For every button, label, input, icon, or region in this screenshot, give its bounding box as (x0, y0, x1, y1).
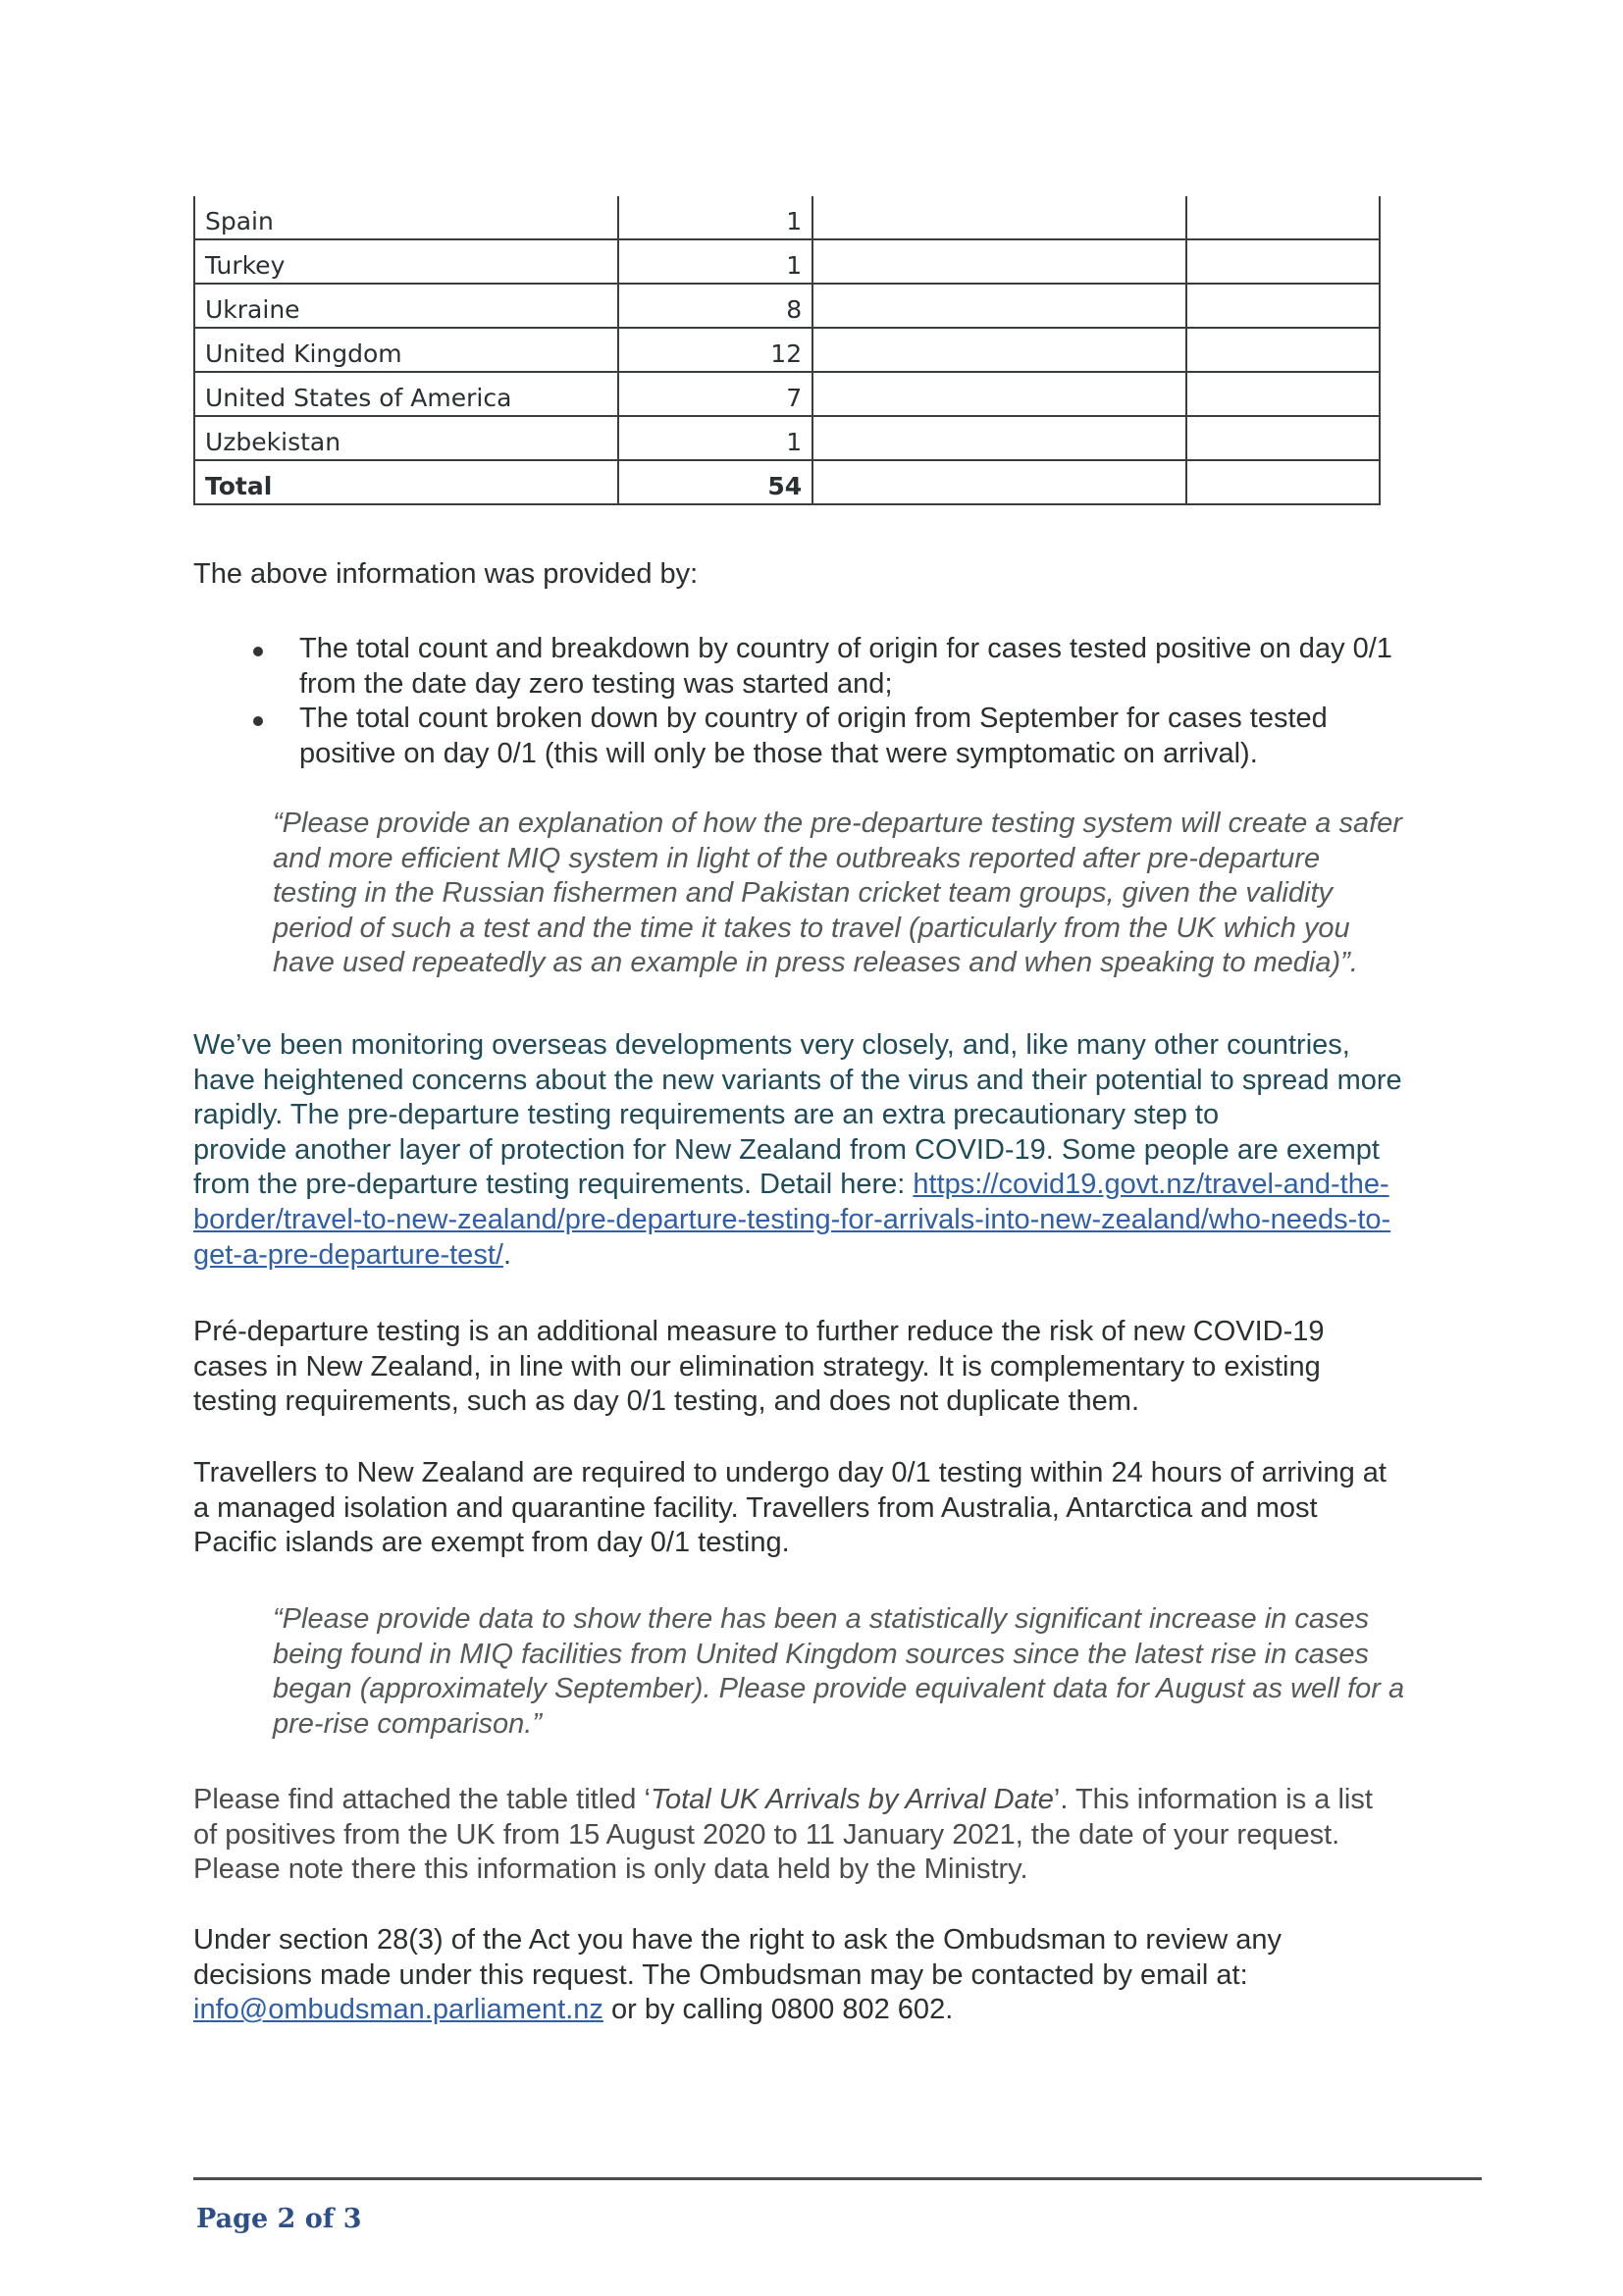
period: . (502, 1238, 511, 1271)
paragraph-line: decisions made under this request. The Ombudsman may be contacted by email at: (193, 1958, 1248, 1991)
empty-cell (1186, 372, 1380, 416)
table-total-row (194, 460, 1380, 504)
paragraph-line: a managed isolation and quarantine facility. Travellers from Australia, Antarctica and most (193, 1491, 1318, 1524)
paragraph-line: rapidly. The pre-departure testing requirements are an extra precautionary step to (193, 1099, 1220, 1131)
paragraph-line (193, 1168, 1402, 1203)
ombudsman-paragraph (193, 1923, 1282, 2028)
quote-line: period of such a test and the time it takes to travel (particularly from the UK which you (273, 912, 1350, 944)
bullet-icon (253, 647, 263, 656)
empty-cell (812, 372, 1186, 416)
quote-line: and more efficient MIQ system in light of the outbreaks reported after pre-departure (273, 842, 1321, 874)
empty-cell (812, 328, 1186, 372)
table-row (194, 239, 1380, 284)
table-row (194, 284, 1380, 328)
table-row (194, 372, 1380, 416)
empty-cell (1186, 416, 1380, 460)
empty-cell (812, 460, 1186, 504)
table-row (194, 196, 1380, 239)
request-quote-1 (273, 807, 1402, 981)
quote-line: began (approximately September). Please provide equivalent data for August as well for a (273, 1673, 1405, 1705)
bullet-item (299, 702, 1328, 771)
country-cell: Turkey (194, 239, 618, 284)
paragraph-line: testing requirements, such as day 0/1 testing, and does not duplicate them. (193, 1385, 1140, 1418)
response-paragraph-3 (193, 1456, 1387, 1561)
country-cell: United States of America (194, 372, 618, 416)
paragraph-line (193, 1783, 1373, 1818)
paragraph-line: cases in New Zealand, in line with our elimination strategy. It is complementary to existing (193, 1350, 1321, 1383)
paragraph-line: of positives from the UK from 15 August 2020 to 11 January 2021, the date of your request. (193, 1818, 1340, 1851)
empty-cell (1186, 328, 1380, 372)
count-cell: 1 (618, 416, 812, 460)
response-paragraph-1 (193, 1028, 1402, 1273)
empty-cell (1186, 284, 1380, 328)
total-count: 54 (618, 460, 812, 504)
empty-cell (812, 416, 1186, 460)
count-cell: 1 (618, 239, 812, 284)
request-quote-2 (273, 1602, 1404, 1742)
country-cell: Spain (194, 196, 618, 239)
page-number: Page 2 of 3 (196, 2204, 362, 2234)
bullet-line: The total count broken down by country of origin from September for cases tested (299, 703, 1328, 734)
quote-line: have used repeatedly as an example in press releases and when speaking to media)”. (273, 947, 1358, 979)
paragraph-line: Pacific islands are exempt from day 0/1 testing. (193, 1527, 790, 1559)
bullet-line: from the date day zero testing was started and; (299, 667, 893, 700)
bullet-line: positive on day 0/1 (this will only be those that were symptomatic on arrival). (299, 737, 1258, 769)
count-cell: 7 (618, 372, 812, 416)
response-paragraph-4 (193, 1783, 1373, 1888)
country-cell: Ukraine (194, 284, 618, 328)
covid19-link[interactable]: border/travel-to-new-zealand/pre-departure-testing-for-arrivals-into-new-zealand/who-needs-to- (193, 1203, 1391, 1235)
footer-divider (193, 2177, 1482, 2180)
paragraph-line: We’ve been monitoring overseas developments very closely, and, like many other countries, (193, 1029, 1350, 1061)
bullet-icon (253, 716, 263, 726)
quote-line: testing in the Russian fishermen and Pakistan cricket team groups, given the validity (273, 877, 1333, 910)
empty-cell (812, 284, 1186, 328)
empty-cell (1186, 239, 1380, 284)
paragraph-line (193, 1993, 1282, 2028)
paragraph-line (193, 1203, 1402, 1238)
provided-by-intro: The above information was provided by: (193, 558, 699, 590)
paragraph-line: Travellers to New Zealand are required to undergo day 0/1 testing within 24 hours of arriving at (193, 1457, 1387, 1488)
quote-line: “Please provide an explanation of how the pre-departure testing system will create a safer (273, 808, 1402, 839)
count-cell: 12 (618, 328, 812, 372)
empty-cell (1186, 196, 1380, 239)
empty-cell (812, 239, 1186, 284)
quote-line: being found in MIQ facilities from United Kingdom sources since the latest rise in cases (273, 1638, 1370, 1670)
empty-cell (812, 196, 1186, 239)
table-row (194, 416, 1380, 460)
bullet-item (299, 632, 1392, 702)
count-cell: 8 (618, 284, 812, 328)
text: Please find attached the table titled ‘ (193, 1784, 651, 1815)
table-row (194, 328, 1380, 372)
quote-line: “Please provide data to show there has been a statistically significant increase in cases (273, 1603, 1370, 1635)
empty-cell (1186, 460, 1380, 504)
paragraph-line: provide another layer of protection for New Zealand from COVID-19. Some people are exempt (193, 1133, 1380, 1166)
country-cell: Uzbekistan (194, 416, 618, 460)
country-cases-table (193, 196, 1381, 505)
paragraph-line: have heightened concerns about the new variants of the virus and their potential to spread more (193, 1064, 1402, 1096)
paragraph-line: Under section 28(3) of the Act you have the right to ask the Ombudsman to review any (193, 1924, 1283, 1956)
phone-text: or by calling 0800 802 602. (602, 1994, 954, 2026)
covid19-link[interactable]: https://covid19.govt.nz/travel-and-the- (913, 1169, 1389, 1201)
ombudsman-email-link[interactable]: info@ombudsman.parliament.nz (193, 1994, 603, 2026)
response-paragraph-2 (193, 1315, 1325, 1420)
paragraph-line: Please note there this information is only data held by the Ministry. (193, 1853, 1028, 1886)
text: ’. This information is a list (1053, 1784, 1373, 1815)
covid19-link[interactable]: get-a-pre-departure-test/ (193, 1238, 503, 1271)
attached-table-title: Total UK Arrivals by Arrival Date (650, 1784, 1054, 1815)
paragraph-line: Pré-departure testing is an additional measure to further reduce the risk of new COVID-19 (193, 1316, 1325, 1347)
total-label: Total (194, 460, 618, 504)
country-cell: United Kingdom (194, 328, 618, 372)
count-cell: 1 (618, 196, 812, 239)
paragraph-line (193, 1238, 1402, 1274)
quote-line: pre-rise comparison.” (273, 1707, 542, 1740)
detail-text: from the pre-departure testing requirements. Detail here: (193, 1169, 914, 1201)
bullet-line: The total count and breakdown by country of origin for cases tested positive on day 0/1 (299, 633, 1392, 664)
